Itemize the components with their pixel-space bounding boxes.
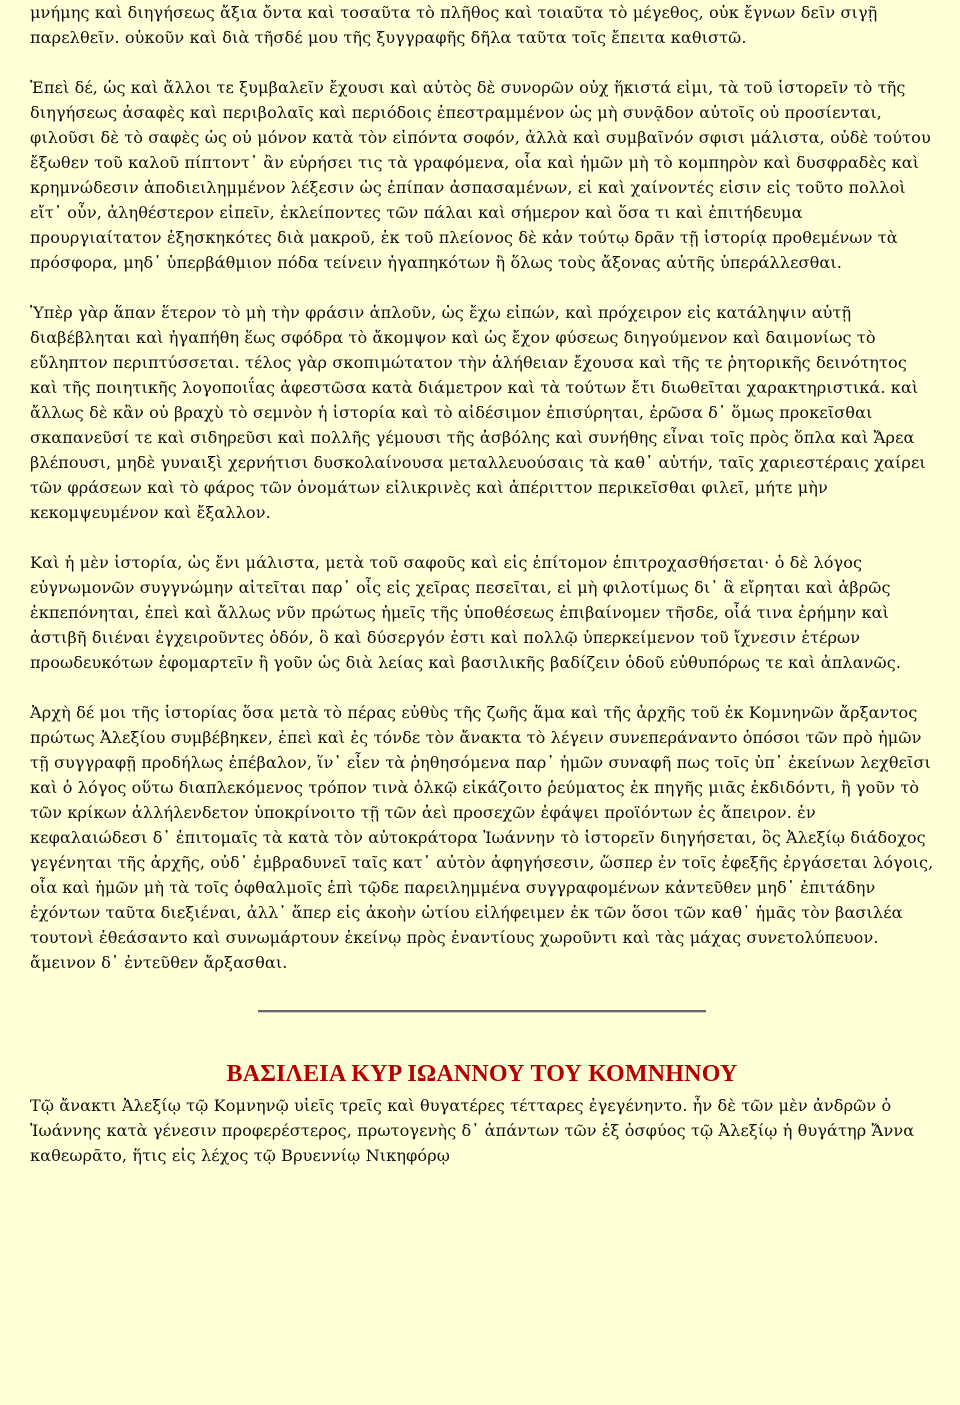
paragraph-2: Ἐπεὶ δέ, ὡς καὶ ἄλλοι τε ξυμβαλεῖν ἔχουσι καὶ αὐτὸς δὲ συνορῶν οὐχ ἥκιστά εἰμι, τὰ τοῦ ἱστορεῖν τὸ τῆς διηγήσεως ἀσαφὲς καὶ περιβολαῖς καὶ περιόδοις ἐπεστραμμένον ὡς μὴ συνᾷδον αὐτοῖς οὐ προσίενται, φιλοῦσι δὲ τὸ σαφὲς ὡς οὐ μόνον κατὰ τὸν εἰπόντα σοφόν, ἀλλὰ καὶ συμβαῖνόν σφισι μάλιστα, οὐδὲ τούτου ἔξωθεν τοῦ καλοῦ πίπτοντ᾽ ἂν εὑρήσει τις τὰ γραφόμενα, οἷα καὶ ἡμῶν μὴ τὸ κομπηρὸν καὶ δυσφραδὲς καὶ κρημνώδεσιν ἀποδιειλημμένον λέξεσιν ὡς ἐπίπαν ἀσπασαμένων, εἰ καὶ χαίνοντές εἰσιν εἰς τοῦτο πολλοὶ εἴτ᾽ οὖν, ἀληθέστερον εἰπεῖν, ἐκλείποντες τῶν πάλαι καὶ σήμερον καὶ ὅσα τι καὶ ἐπιτήδευμα προυργιαίτατον ἐξησκηκότες διὰ μακροῦ, ἐκ τοῦ πλείονος δὲ κἀν τούτῳ δρᾶν τῇ ἱστορίᾳ προθεμένων τὰ πρόσφορα, μηδ᾽ ὑπερβάθμιον πόδα τείνειν ἠγαπηκότων ἢ ὅλως τοὺς ἄξονας αὐτῆς ὑπεράλλεσθαι. bbox=[30, 78, 931, 272]
paragraph-3: Ὑπὲρ γὰρ ἅπαν ἕτερον τὸ μὴ τὴν φράσιν ἁπλοῦν, ὡς ἔχω εἰπών, καὶ πρόχειρον εἰς κατάληψιν αὐτῇ διαβέβληται καὶ ἠγαπήθη ἕως σφόδρα τὸ ἄκομψον καὶ ὡς ἔχον φύσεως διηγούμενον καὶ δαιμονίως τὸ εὔληπτον περιπτύσσεται. τέλος γὰρ σκοπιμώτατον τὴν ἀλήθειαν ἔχουσα καὶ τῆς τε ῥητορικῆς δεινότητος καὶ τῆς ποιητικῆς λογοποιΐας ἀφεστῶσα κατὰ διάμετρον καὶ τὰ τούτων ἔτι διωθεῖται χαρακτηριστικά. καὶ ἄλλως δὲ κἂν οὐ βραχὺ τὸ σεμνὸν ἡ ἱστορία καὶ τὸ αἰδέσιμον ἐπισύρηται, ἐρῶσα δ᾽ ὅμως προκεῖσθαι σκαπανεῦσί τε καὶ σιδηρεῦσι καὶ πολλῆς γέμουσι τῆς ἀσβόλης καὶ συνήθης εἶναι τοῖς πρὸς ὅπλα καὶ Ἄρεα βλέπουσι, μηδὲ γυναιξὶ χερνήτισι δυσκολαίνουσα μεταλλευούσαις τὰ καθ᾽ αὑτήν, ταῖς χαριεστέραις χαίρει τῶν φράσεων καὶ τὸ φάρος τῶν ὀνομάτων εἰλικρινὲς καὶ ἀπέριττον περικεῖσθαι φιλεῖ, μήτε μὴν κεκομψευμένον καὶ ἔξαλλον. bbox=[30, 303, 926, 522]
paragraph-5: Ἀρχὴ δέ μοι τῆς ἱστορίας ὅσα μετὰ τὸ πέρας εὐθὺς τῆς ζωῆς ἅμα καὶ τῆς ἀρχῆς τοῦ ἐκ Κομνηνῶν ἄρξαντος πρώτως Ἀλεξίου συμβέβηκεν, ἐπεὶ καὶ ἐς τόνδε τὸν ἄνακτα τὸ λέγειν συνεπεράναντο ὁπόσοι τῶν πρὸ ἡμῶν τῇ συγγραφῇ προδήλως ἐπέβαλον, ἵν᾽ εἶεν τὰ ῥηθησόμενα παρ᾽ ἡμῶν συναφῆ πως τοῖς ὑπ᾽ ἐκείνων λεχθεῖσι καὶ ὁ λόγος οὕτω διαπλεκόμενος τρόπον τινὰ ὁλκῷ εἰκάζοιτο ῥεύματος ἐκ πηγῆς μιᾶς ἐκδιδόντι, ἢ γοῦν τὸ τῶν κρίκων ἀλλήλενδετον ὑποκρίνοιτο τῇ τῶν ἀεὶ προσεχῶν ἐφάψει προϊόντων ἐς ἄπειρον. ἐν κεφαλαιώδεσι δ᾽ ἐπιτομαῖς τὰ κατὰ τὸν αὐτοκράτορα Ἰωάννην τὸ ἱστορεῖν διηγήσεται, ὃς Ἀλεξίῳ διάδοχος γεγένηται τῆς ἀρχῆς, οὐδ᾽ ἐμβραδυνεῖ ταῖς κατ᾽ αὐτὸν ἀφηγήσεσιν, ὥσπερ ἐν τοῖς ἐφεξῆς ἐργάσεται λόγοις, οἷα καὶ ἡμῶν μὴ τὰ τοῖς ὀφθαλμοῖς ἐπὶ τῷδε παρειλημμένα συγγραφομένων κἀντεῦθεν μηδ᾽ ἐπιτάδην ἐχόντων ταῦτα διεξιέναι, ἀλλ᾽ ἅπερ εἰς ἀκοὴν ὠτίου εἰλήφειμεν ἐκ τῶν ὅσοι τῶν καθ᾽ ἡμᾶς τὸν βασιλέα τουτονὶ ἐθεάσαντο καὶ συνωμάρτουν ἐκείνῳ πρὸς ἐναντίους χωροῦντι καὶ τὰς μάχας συνετολύπευον. ἄμεινον δ᾽ ἐντεῦθεν ἄρξασθαι. bbox=[30, 703, 934, 972]
paragraph-1: μνήμης καὶ διηγήσεως ἄξια ὄντα καὶ τοσαῦτα τὸ πλῆθος καὶ τοιαῦτα τὸ μέγεθος, οὐκ ἔγνων δεῖν σιγῇ παρελθεῖν. οὐκοῦν καὶ διὰ τῆσδέ μου τῆς ξυγγραφῆς δῆλα ταῦτα τοῖς ἔπειτα καθιστῶ. bbox=[30, 3, 878, 47]
paragraph-4: Καὶ ἡ μὲν ἱστορία, ὡς ἔνι μάλιστα, μετὰ τοῦ σαφοῦς καὶ εἰς ἐπίτομον ἐπιτροχασθήσεται· ὁ δὲ λόγος εὐγνωμονῶν συγγνώμην αἰτεῖται παρ᾽ οἷς εἰς χεῖρας πεσεῖται, εἰ μὴ φιλοτίμως δι᾽ ἃ εἴρηται καὶ ἁβρῶς ἐκπεπόνηται, ἐπεὶ καὶ ἄλλως νῦν πρώτως ἡμεῖς τῆς ὑποθέσεως ἐπιβαίνομεν τῆσδε, οἷά τινα ἐρήμην καὶ ἀστιβῆ διιέναι ἐγχειροῦντες ὁδόν, ὃ καὶ δύσεργόν ἐστι καὶ πολλῷ ὑπερκείμενον τοῦ ἴχνεσιν ἑτέρων προωδευκότων ἐφομαρτεῖν ἢ γοῦν ὡς διὰ λείας καὶ βασιλικῆς βαδίζειν ὁδοῦ εὐθυπόρως τε καὶ ἀπλανῶς. bbox=[30, 553, 902, 672]
paragraph-6: Τῷ ἄνακτι Ἀλεξίῳ τῷ Κομνηνῷ υἱεῖς τρεῖς καὶ θυγατέρες τέτταρες ἐγεγένηντο. ἦν δὲ τῶν μὲν ἀνδρῶν ὁ Ἰωάννης κατὰ γένεσιν προφερέστερος, πρωτογενὴς δ᾽ ἁπάντων τῶν ἐξ ὀσφύος τῷ Ἀλεξίῳ ἡ θυγάτηρ Ἄννα καθεωρᾶτο, ἥτις εἰς λέχος τῷ Βρυεννίῳ Νικηφόρῳ bbox=[30, 1096, 915, 1165]
section-heading: ΒΑΣΙΛΕΙΑ ΚΥΡ ΙΩΑΝΝΟΥ ΤΟΥ ΚΟΜΝΗΝΟΥ bbox=[226, 1061, 738, 1087]
horizontal-divider bbox=[258, 1010, 706, 1013]
